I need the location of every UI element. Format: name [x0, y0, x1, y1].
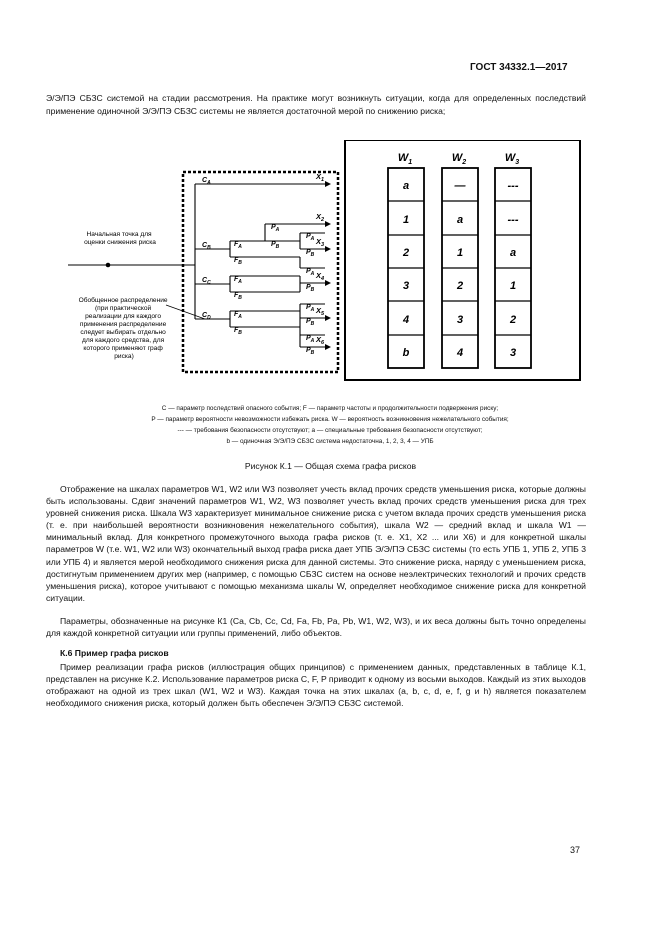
intro-paragraph: Э/Э/ПЭ СБЗС системой на стадии рассмотрения. На практике могут возникнуть ситуации, когда для определенных последствий применение одиночной Э/Э/ПЭ СБЗС системы не является достаточной мерой по снижению риска;: [46, 93, 586, 116]
svg-text:X1: $X_1$: [316, 172, 325, 183]
page-number: 37: [570, 845, 581, 855]
w2-cell: 2: [456, 280, 464, 292]
svg-text:PA: $P_A$: [306, 268, 315, 277]
svg-text:CA: $C_A$: [202, 177, 211, 186]
w3-cell: ---: [507, 214, 519, 226]
legend-line: P — параметр вероятности невозможности избежать риска. W — вероятность возникновения нежелательного события;: [151, 416, 509, 423]
output-arrowheads: [325, 181, 331, 350]
svg-text:CC: $C_C$: [202, 277, 211, 286]
svg-text:CD: $C_D$: [202, 312, 211, 321]
w3-cell: 3: [509, 347, 517, 359]
svg-text:CB: $C_B$: [202, 242, 211, 251]
svg-text:FB: $F_B$: [234, 257, 242, 266]
svg-text:FA: $F_A$: [234, 276, 242, 285]
w3-cell: 2: [509, 314, 517, 326]
start-point: [106, 263, 111, 268]
w1-cell: b: [402, 347, 410, 359]
standard-designation: ГОСТ 34332.1—2017: [470, 62, 568, 73]
w-scales-frame: [345, 140, 580, 380]
legend-line: b — одиночная Э/Э/ПЭ СБЗС система недостаточна, 1, 2, 3, 4 — УПБ: [226, 438, 434, 445]
svg-text:PA: $P_A$: [306, 233, 315, 242]
w1-cell: 3: [402, 280, 410, 292]
svg-text:X3: $X_3$: [316, 237, 325, 248]
svg-text:X2: $X_2$: [316, 212, 325, 223]
w-headers: [398, 152, 519, 166]
w3-cell: ---: [507, 180, 519, 192]
svg-text:FA: $F_A$: [234, 311, 242, 320]
section-heading: К.6 Пример графа рисков: [60, 648, 169, 658]
svg-text:PB: $P_B$: [306, 284, 315, 293]
w1-cell: 2: [402, 247, 410, 259]
risk-graph-diagram: [40, 140, 600, 385]
paragraph-parameters: Параметры, обозначенные на рисунке К1 (Ca, Cb, Cc, Cd, Fa, Fb, Pa, Pb, W1, W2, W3), и их веса должны быть точно определены для каждой конкретной ситуации или группы применений, либо объектов.: [46, 616, 586, 639]
svg-text:PA: $P_A$: [306, 335, 315, 344]
start-label: Начальная точка для оценки снижения риска: [84, 231, 156, 246]
w1-cell: 1: [402, 214, 410, 226]
svg-text:W3: $W_3$: [504, 152, 520, 166]
svg-text:FB: $F_B$: [234, 292, 242, 301]
svg-text:PB: $P_B$: [306, 347, 315, 356]
w1-cell: a: [402, 180, 410, 192]
f-parameter-labels: [234, 241, 242, 336]
p-parameter-labels: [271, 224, 315, 356]
svg-text:X6: $X_6$: [316, 335, 325, 346]
generalized-distribution-label: Обобщенное распределение (при практической реализации для каждого применения распределение следует выбирать отдельно для каждого средства, для которого применяют граф риска): [78, 297, 168, 360]
svg-text:PB: $P_B$: [306, 249, 315, 258]
w1-cell: 4: [402, 314, 410, 326]
w2-cell: 4: [456, 347, 464, 359]
figure-caption: Рисунок К.1 — Общая схема графа рисков: [244, 461, 417, 471]
graph-dashed-border: [183, 172, 338, 372]
svg-text:X4: $X_4$: [316, 271, 325, 282]
svg-text:X5: $X_5$: [316, 306, 325, 317]
svg-text:FB: $F_B$: [234, 327, 242, 336]
w2-cell: —: [454, 180, 466, 192]
svg-text:W1: $W_1$: [397, 152, 413, 166]
w3-cell: 1: [509, 280, 517, 292]
paragraph-example: Пример реализации графа рисков (иллюстрация общих принципов) с применением данных, представленных в таблице К.1, представлен на рисунке К.2. Использование параметров риска C, F, P приводит к одному из восьми выходов. Каждый из этих выходов отображают на одной из трех шкал (W1, W2 и W3). Каждая точка на этих шкалах (a, b, c, d, e, f, g и h) является показателем необходимого снижения риска, который должен быть обеспечен Э/Э/ПЭ СБЗС системой.: [46, 662, 586, 709]
legend-line: C — параметр последствий опасного события; F — параметр частоты и продолжительности подвержения риску;: [161, 405, 499, 412]
w2-cell: 3: [456, 314, 464, 326]
svg-text:PA: $P_A$: [306, 304, 315, 313]
output-labels: [315, 172, 325, 346]
svg-text:W2: $W_2$: [451, 152, 467, 166]
legend-line: --- — требования безопасности отсутствуют; a — специальные требования безопасности отсутствуют;: [177, 427, 483, 434]
w2-cell: 1: [456, 247, 464, 259]
svg-text:PA: $P_A$: [271, 224, 280, 233]
svg-text:FA: $F_A$: [234, 241, 242, 250]
leader-line: [166, 305, 205, 319]
w2-cell: a: [456, 214, 464, 226]
figure-legend: [50, 403, 610, 447]
paragraph-w-scales: Отображение на шкалах параметров W1, W2 или W3 позволяет учесть вклад прочих средств уменьшения риска, которые должны быть использованы. Сдвиг значений параметров W1, W2, W3 позволяет учесть вклад прочих средств уменьшения риска для трех уровней снижения риска. Шкала W3 характеризует минимальное снижение риска с учетом вклада прочих средств уменьшения риска (т. е. при наибольшей вероятности возникновения нежелательного события), шкала W2 — средний вклад и шкала W1 — минимальный вклад. Для конкретного промежуточного выхода графа рисков (т. е. X1, X2 ... или X6) и для конкретной шкалы параметров W (т.е. W1, W2 или W3) окончательный выход графа риска дает УПБ Э/Э/ПЭ СБЗС системы (то есть УПБ 1, УПБ 2, УПБ 3 или УПБ 4) и является мерой необходимого снижения риска для данной системы. Это снижение риска, наряду с уменьшением риска, достигнутым применением других мер (например, с помощью СБЗС систем на основе неэлектрических технологий и прочих средств уменьшения риска), которое учитывают с помощью механизма шкалы W, определяет необходимое снижение риска для конкретной ситуации.: [46, 484, 586, 603]
w-column-values: [402, 180, 519, 359]
svg-text:PB: $P_B$: [271, 241, 280, 250]
svg-text:PB: $P_B$: [306, 318, 315, 327]
w3-cell: a: [509, 247, 517, 259]
